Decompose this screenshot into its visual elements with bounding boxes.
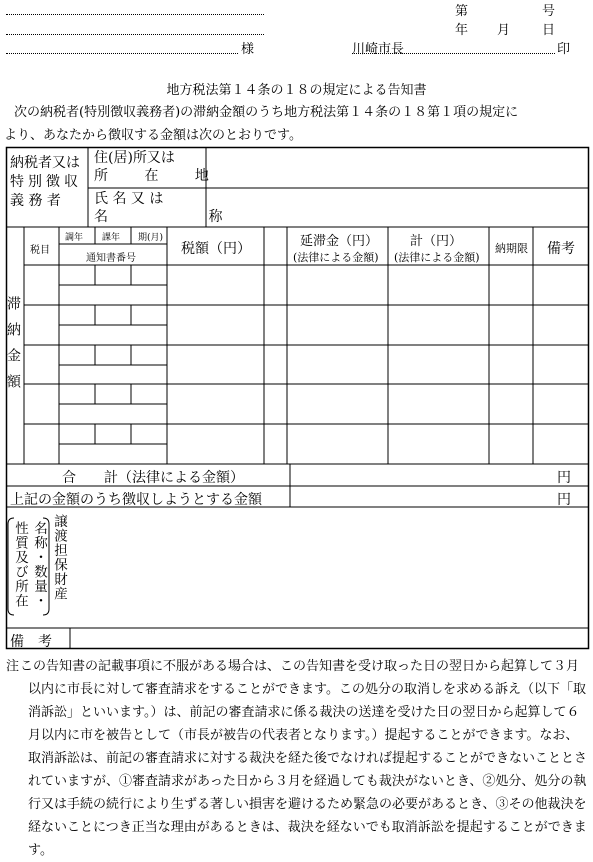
addressee-suffix: 様: [241, 42, 255, 57]
address-label-line: 所 在 地: [94, 168, 225, 184]
transfer-label-col2: 名称・数量・: [31, 521, 47, 608]
intro-line-1: 次の納税者(特別徴収義務者)の滞納金額のうち地方税法第１４条の１８第１項の規定に: [14, 105, 519, 120]
taxpayer-label: [10, 154, 82, 211]
col-year2: 課年: [102, 233, 121, 243]
document-no-suffix: 号: [542, 4, 556, 19]
col-year1: 調年: [65, 233, 84, 243]
taxpayer-label-line: 納税者又は: [10, 155, 80, 171]
address-field[interactable]: [207, 149, 588, 187]
date-month: 月: [497, 23, 511, 38]
arrears-side-label: 滞納金額: [5, 296, 21, 400]
document-title: 地方税法第１４条の１８の規定による告知書: [166, 83, 427, 98]
document-no-prefix: 第: [455, 4, 469, 19]
intro-line-2: より、あなたから徴収する金額は次のとおりです。: [4, 128, 302, 143]
transfer-label-col1: 譲渡担保財産: [51, 514, 67, 601]
taxpayer-label-line: 特別徴収: [10, 174, 82, 190]
name-label-line: 名 称: [94, 209, 271, 225]
appeal-notice: [6, 655, 588, 862]
address-label-line: 住(居)所又は: [94, 150, 175, 166]
date-day: 日: [542, 23, 556, 38]
col-period: 期(月): [138, 233, 164, 243]
collect-unit: 円: [557, 492, 571, 508]
col-notice-no: 通知書番号: [86, 253, 136, 264]
total-label: 合 計（法律による金額）: [62, 470, 244, 486]
col-tax-item: 税目: [30, 245, 50, 256]
note-label: 注: [6, 659, 20, 674]
address-label: [94, 149, 225, 185]
collect-label: 上記の金額のうち徴収しようとする金額: [10, 492, 262, 508]
seal-mark: 印: [557, 42, 571, 57]
col-total: 計（円）: [410, 234, 463, 249]
name-label-line: 氏 名 又 は: [94, 191, 164, 207]
col-due-date: 納期限: [495, 242, 528, 255]
col-total-note: (法律による金額): [394, 251, 480, 264]
transfer-property-field[interactable]: [70, 508, 588, 627]
remarks-field[interactable]: [71, 629, 588, 648]
name-field[interactable]: [207, 189, 588, 226]
total-unit: 円: [557, 470, 571, 486]
col-late-fee-note: (法律による金額): [293, 251, 379, 264]
col-remarks: 備考: [547, 241, 575, 257]
date-year: 年: [455, 23, 469, 38]
issuer-name: 川崎市長: [352, 42, 405, 57]
note-text: この告知書の記載事項に不服がある場合は、この告知書を受け取った日の翌日から起算して３月以内に市長に対して審査請求をすることができます。この処分の取消しを求める訴え（以下「取消訴訟」といいます。）は、前記の審査請求に係る裁決の送達を受けた日の翌日から起算して６月以内に市を被告として（市長が被告の代表者となります。）提起することができます。なお、取消訴訟は、前記の審査請求に対する裁決を経た後でなければ提起することができないこととされていますが、①審査請求があった日から３月を経過しても裁決がないとき、②処分、処分の執行又は手続の続行により生ずる著しい損害を避けるため緊急の必要があるとき、③その他裁決を経ないことにつき正当な理由があるときは、裁決を経ないでも取消訴訟を提起することができます。: [20, 659, 588, 858]
taxpayer-label-line: 義 務 者: [10, 193, 61, 209]
remarks-label: 備 考: [10, 634, 52, 650]
transfer-label-col3: 性質及び所在: [12, 521, 28, 608]
col-late-fee: 延滞金（円）: [300, 234, 379, 249]
col-tax-amount: 税額（円）: [181, 241, 251, 257]
